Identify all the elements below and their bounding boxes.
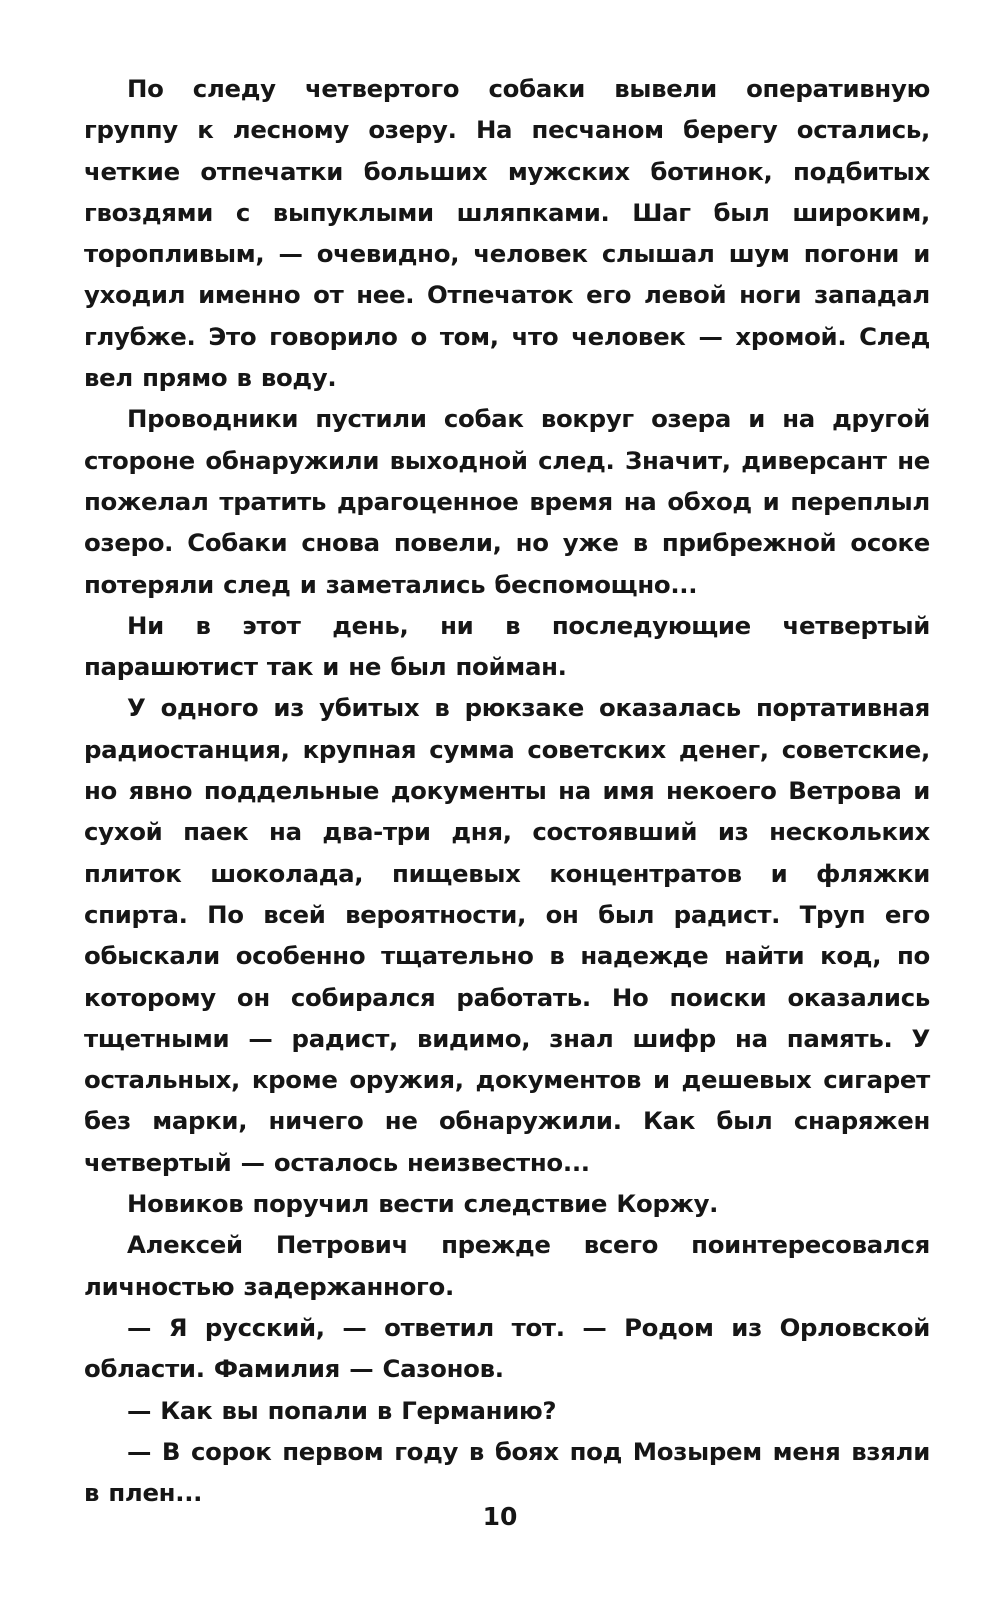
paragraph-4: У одного из убитых в рюкзаке оказалась портативная радиостанция, крупная сумма советских денег, советские, но явно поддельные документы на имя некоего Ветрова и сухой паек на два-три дня, состоявший из нескольких плиток шоколада, пищевых концентратов и фляжки спирта. По всей вероятности, он был радист. Труп его обыскали особенно тщательно в надежде найти код, по которому он собирался работать. Но поиски оказались тщетными — радист, видимо, знал шифр на память. У остальных, кроме оружия, документов и дешевых сигарет без марки, ничего не обнаружили. Как был снаряжен четвертый — осталось неизвестно... [84,693,930,1177]
dialogue-line-1: — Я русский, — ответил тот. — Родом из Орловской области. Фамилия — Сазонов. [84,1312,930,1384]
paragraph-2: Проводники пустили собак вокруг озера и на другой стороне обнаружили выходной след. Значит, диверсант не пожелал тратить драгоценное время на обход и переплыл озеро. Собаки снова повели, но уже в прибрежной осоке потеряли след и заметались беспомощно... [84,404,930,599]
paragraph-5: Новиков поручил вести следствие Коржу. [127,1189,719,1219]
dialogue-line-2: — Как вы попали в Германию? [127,1395,557,1425]
page-text [84,68,930,1513]
dialogue-line-3: — В сорок первом году в боях под Мозырем меня взяли в плен... [84,1436,930,1508]
page-number: 10 [482,1502,518,1531]
paragraph-3: Ни в этот день, ни в последующие четвертый парашютист так и не был пойман. [84,610,930,682]
paragraph-6: Алексей Петрович прежде всего поинтересовался личностью задержанного. [84,1230,930,1301]
paragraph-1: По следу четвертого собаки вывели оперативную группу к лесному озеру. На песчаном берегу остались, четкие отпечатки больших мужских ботинок, подбитых гвоздями с выпуклыми шляпками. Шаг был широким, торопливым, — очевидно, человек слышал шум погони и уходил именно от нее. Отпечаток его левой ноги западал глубже. Это говорило о том, что человек — хромой. След вел прямо в воду. [84,74,930,393]
